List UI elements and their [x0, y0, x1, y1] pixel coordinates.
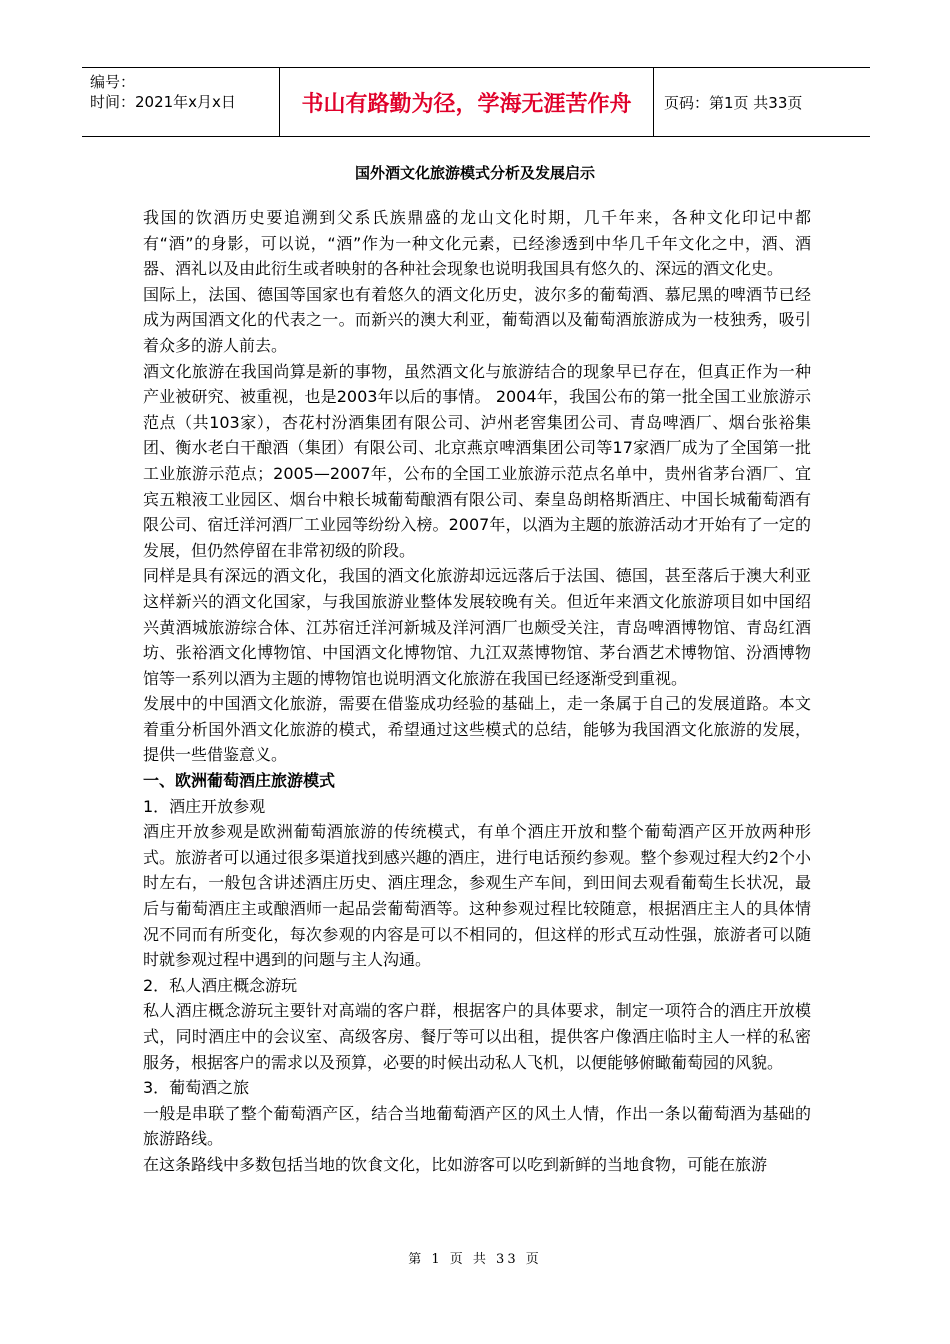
body-paragraph: 国际上，法国、德国等国家也有着悠久的酒文化历史，波尔多的葡萄酒、慕尼黑的啤酒节已经成为两国酒文化的代表之一。而新兴的澳大利亚，葡萄酒以及葡萄酒旅游成为一枝独秀，吸引着众多的游人前去。 — [143, 284, 811, 355]
header-motto: 书山有路勤为径，学海无涯苦作舟 — [301, 90, 632, 117]
subsection-heading: 2．私人酒庄概念游玩 — [143, 975, 298, 995]
body-paragraph: 发展中的中国酒文化旅游，需要在借鉴成功经验的基础上，走一条属于自己的发展道路。本文着重分析国外酒文化旅游的模式，希望通过这些模式的总结，能够为我国酒文化旅游的发展，提供一些借鉴意义。 — [143, 694, 811, 765]
body-paragraph: 酒庄开放参观是欧洲葡萄酒旅游的传统模式，有单个酒庄开放和整个葡萄酒产区开放两种形式。旅游者可以通过很多渠道找到感兴趣的酒庄，进行电话预约参观。整个参观过程大约2个小时左右，一般包含讲述酒庄历史、酒庄理念，参观生产车间，到田间去观看葡萄生长状况，最后与葡萄酒庄主或酿酒师一起品尝葡萄酒等。这种参观过程比较随意，根据酒庄主人的具体情况不同而有所变化，每次参观的内容是可以不相同的，但这样的形式互动性强，旅游者可以随时就参观过程中遇到的问题与主人沟通。 — [143, 822, 811, 970]
header-meta — [90, 72, 236, 112]
body-paragraph: 在这条路线中多数包括当地的饮食文化，比如游客可以吃到新鲜的当地食物，可能在旅游 — [143, 1154, 768, 1174]
header-page-info: 页码：第1页 共33页 — [664, 93, 803, 112]
body-paragraph: 私人酒庄概念游玩主要针对高端的客户群，根据客户的具体要求，制定一项符合的酒庄开放模式，同时酒庄中的会议室、高级客房、餐厅等可以出租，提供客户像酒庄临时主人一样的私密服务，根据客户的需求以及预算，必要的时候出动私人飞机，以便能够俯瞰葡萄园的风貌。 — [143, 1001, 811, 1072]
subsection-heading: 1．酒庄开放参观 — [143, 796, 266, 816]
document-time-label: 时间：2021年x月x日 — [90, 93, 236, 111]
page-header — [82, 67, 870, 137]
document-number-label: 编号： — [90, 73, 136, 91]
body-paragraph: 我国的饮酒历史要追溯到父系氏族鼎盛的龙山文化时期，几千年来，各种文化印记中都有“酒”的身影，可以说，“酒”作为一种文化元素，已经渗透到中华几千年文化之中，酒、酒器、酒礼以及由此衍生或者映射的各种社会现象也说明我国具有悠久的、深远的酒文化史。 — [143, 208, 811, 279]
body-paragraph: 同样是具有深远的酒文化，我国的酒文化旅游却远远落后于法国、德国，甚至落后于澳大利亚这样新兴的酒文化国家，与我国旅游业整体发展较晚有关。但近年来酒文化旅游项目如中国绍兴黄酒城旅游综合体、江苏宿迁洋河新城及洋河酒厂也颇受关注，青岛啤酒博物馆、青岛红酒坊、张裕酒文化博物馆、中国酒文化博物馆、九江双蒸博物馆、茅台酒艺术博物馆、汾酒博物馆等一系列以酒为主题的博物馆也说明酒文化旅游在我国已经逐渐受到重视。 — [143, 566, 811, 688]
page-footer: 第 1 页 共 33 页 — [408, 1252, 542, 1267]
header-divider — [653, 68, 654, 136]
document-body — [143, 205, 811, 1178]
body-paragraph: 一般是串联了整个葡萄酒产区，结合当地葡萄酒产区的风土人情，作出一条以葡萄酒为基础的旅游路线。 — [143, 1103, 811, 1149]
section-heading: 一、欧洲葡萄酒庄旅游模式 — [143, 771, 336, 791]
body-paragraph: 酒文化旅游在我国尚算是新的事物，虽然酒文化与旅游结合的现象早已存在，但真正作为一种产业被研究、被重视，也是2003年以后的事情。 2004年，我国公布的第一批全国工业旅游示范点（共103家），杏花村汾酒集团有限公司、泸州老窖集团公司、青岛啤酒厂、烟台张裕集团、衡水老白干酿酒（集团）有限公司、北京燕京啤酒集团公司等17家酒厂成为了全国第一批工业旅游示范点；2005—2007年，公布的全国工业旅游示范点名单中，贵州省茅台酒厂、宜宾五粮液工业园区、烟台中粮长城葡萄酿酒有限公司、秦皇岛朗格斯酒庄、中国长城葡萄酒有限公司、宿迁洋河酒厂工业园等纷纷入榜。2007年，以酒为主题的旅游活动才开始有了一定的发展，但仍然停留在非常初级的阶段。 — [143, 361, 811, 560]
subsection-heading: 3．葡萄酒之旅 — [143, 1078, 250, 1098]
document-title: 国外酒文化旅游模式分析及发展启示 — [354, 164, 595, 182]
